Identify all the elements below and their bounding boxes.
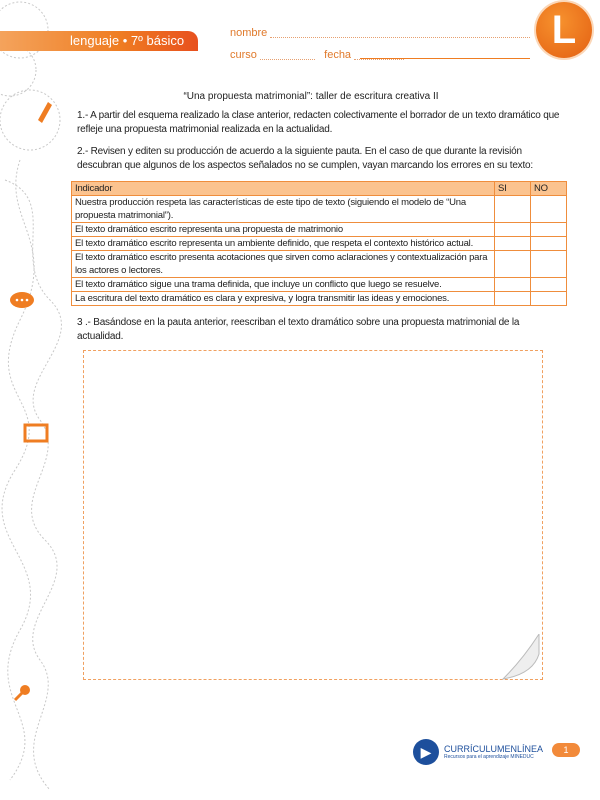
no-cell[interactable] bbox=[531, 223, 567, 237]
indicator-text: Nuestra producción respeta las características de este tipo de texto (siguiendo el modelo de “Una propuesta matrimonial”). bbox=[72, 196, 495, 223]
header-rule bbox=[360, 58, 530, 59]
indicator-text: El texto dramático escrito presenta acotaciones que sirven como aclaraciones y contextualización para los actores o lectores. bbox=[72, 251, 495, 278]
unit-badge: L bbox=[536, 2, 592, 58]
curso-label: curso bbox=[230, 49, 257, 61]
si-cell[interactable] bbox=[495, 278, 531, 292]
writing-area[interactable] bbox=[83, 350, 543, 680]
si-cell[interactable] bbox=[495, 196, 531, 223]
table-row bbox=[72, 196, 567, 223]
logo-subtitle: Recursos para el aprendizaje MINEDUC bbox=[444, 754, 534, 760]
decorative-swirls bbox=[0, 0, 70, 800]
page-curl-icon bbox=[493, 634, 543, 680]
page-number: 1 bbox=[552, 743, 580, 757]
indicator-text: La escritura del texto dramático es clara y expresiva, y logra transmitir las ideas y emociones. bbox=[72, 292, 495, 306]
instruction-1: 1.- A partir del esquema realizado la clase anterior, redacten colectivamente el borrador de un texto dramático que refleje una propuesta matrimonial realizada en la actualidad. bbox=[77, 110, 560, 135]
header-indicador: Indicador bbox=[72, 182, 495, 196]
table-row bbox=[72, 278, 567, 292]
no-cell[interactable] bbox=[531, 251, 567, 278]
no-cell[interactable] bbox=[531, 237, 567, 251]
curriculum-logo bbox=[413, 739, 543, 765]
worksheet-title: “Una propuesta matrimonial”: taller de escritura creativa II bbox=[183, 91, 439, 102]
subject-banner: lenguaje • 7º básico bbox=[0, 31, 198, 51]
table-row bbox=[72, 237, 567, 251]
fecha-label: fecha bbox=[324, 49, 352, 61]
si-cell[interactable] bbox=[495, 223, 531, 237]
si-cell[interactable] bbox=[495, 292, 531, 306]
speech-bubble-icon bbox=[10, 292, 34, 308]
worksheet-content bbox=[71, 90, 571, 680]
indicator-text: El texto dramático escrito representa un ambiente definido, que respeta el contexto histórico actual. bbox=[72, 237, 495, 251]
table-row bbox=[72, 292, 567, 306]
indicator-text: El texto dramático sigue una trama definida, que incluye un conflicto que luego se resuelve. bbox=[72, 278, 495, 292]
table-row bbox=[72, 251, 567, 278]
si-cell[interactable] bbox=[495, 237, 531, 251]
no-cell[interactable] bbox=[531, 196, 567, 223]
nombre-label: nombre bbox=[230, 27, 268, 39]
pen-icon bbox=[38, 102, 52, 123]
instruction-3: 3 .- Basándose en la pauta anterior, reescriban el texto dramático sobre una propuesta matrimonial de la actualidad. bbox=[77, 317, 520, 342]
no-cell[interactable] bbox=[531, 278, 567, 292]
si-cell[interactable] bbox=[495, 251, 531, 278]
evaluation-table bbox=[71, 181, 567, 306]
play-arrow-icon: ▶ bbox=[413, 739, 439, 765]
microphone-icon bbox=[15, 685, 30, 700]
indicator-text: El texto dramático escrito representa una propuesta de matrimonio bbox=[72, 223, 495, 237]
student-fields bbox=[230, 22, 530, 66]
header-no: NO bbox=[531, 182, 567, 196]
logo-text: CURRÍCULUMENLÍNEA bbox=[444, 744, 544, 754]
no-cell[interactable] bbox=[531, 292, 567, 306]
header-si: SI bbox=[495, 182, 531, 196]
nombre-field[interactable] bbox=[270, 28, 530, 38]
instruction-2: 2.- Revisen y editen su producción de acuerdo a la siguiente pauta. En el caso de que durante la revisión descubran que algunos de los aspectos señalados no se cumplen, vayan marcando los errores en su texto: bbox=[77, 146, 534, 171]
curso-field[interactable] bbox=[260, 50, 315, 60]
table-row bbox=[72, 223, 567, 237]
